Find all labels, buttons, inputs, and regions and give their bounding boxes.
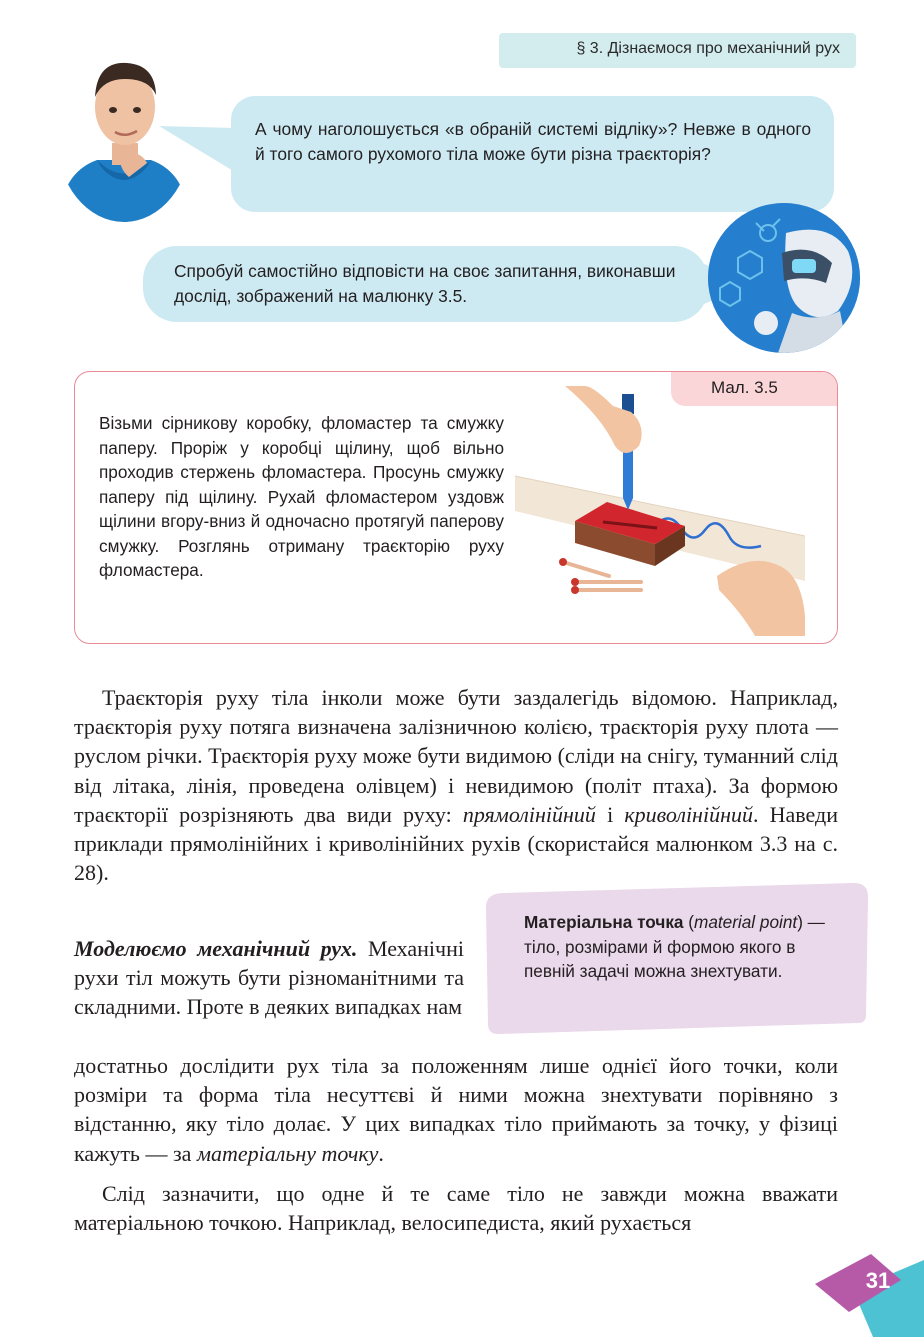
- question-bubble: [231, 96, 834, 212]
- experiment-box: [74, 371, 838, 644]
- term-rectilinear: прямолінійний: [462, 801, 596, 827]
- paragraph-modeling: [74, 934, 464, 1022]
- experiment-instructions: Візьми сірникову коробку, фломастер та смужку паперу. Проріж у коробці щілину, щоб вільно проходив стержень фломастера. Просунь смужку паперу під щілину. Рухай фломастером уздовж щілини вгору-вниз й одночасно протягуй паперову смужку. Розглянь отриману траєкторію руху фломастера.: [99, 413, 504, 580]
- figure-label-text: Мал. 3.5: [711, 378, 778, 397]
- definition-text-part: (: [683, 912, 694, 932]
- definition-text: [524, 910, 840, 984]
- answer-text: Спробуй самостійно відповісти на своє запитання, виконавши дослід, зображений на малюнку 3.5.: [174, 261, 676, 306]
- page-number: 31: [865, 1268, 891, 1293]
- paragraph-text: Механічні рухи тіл можуть бути різноманітними та складними. Проте в деяких випадках нам: [74, 936, 464, 1020]
- paragraph-heading: Моделюємо механічний рух.: [74, 936, 358, 961]
- paragraph-modeling-continued: [74, 1051, 838, 1168]
- definition-text-part: ) — тіло, розмірами й формою якого в певній задачі можна знехтувати.: [524, 912, 825, 981]
- paragraph-note: Слід зазначити, що одне й те саме тіло не завжди можна вважати матеріальною точкою. Наприклад, велосипедиста, який рухається: [74, 1181, 838, 1236]
- definition-english-term: material point: [694, 912, 798, 932]
- page-number-tab: [813, 1250, 924, 1337]
- robot-avatar: [708, 203, 860, 353]
- paragraph-trajectory: [74, 683, 838, 887]
- answer-bubble: [143, 246, 708, 322]
- definition-box: [486, 883, 868, 1034]
- paragraph-text: Траєкторія руху тіла інколи може бути заздалегідь відомою. Наприклад, траєкторія руху потяга визначена залізничною колією, траєкторія руху плота — руслом річки. Траєкторія руху може бути видимою (сліди на снігу, туманний слід від літака, лінія, проведена олівцем) і невидимою (політ птаха). За формою траєкторії розрізняють два види руху:: [74, 685, 838, 827]
- paragraph-text: достатньо дослідити рух тіла за положенням лише однієї його точки, коли розміри та форма тіла несуттєві й ними можна знехтувати порівняно з відстанню, яку тіло долає. У цих випадках тіло приймають за точку, у фізиці кажуть — за: [74, 1053, 838, 1166]
- section-title: § 3. Дізнаємося про механічний рух: [576, 40, 840, 57]
- paragraph-text: і: [595, 801, 625, 827]
- paragraph-text: . Наведи приклади прямолінійних і криволінійних рухів (скористайся малюнком 3.3 на с. 28).: [74, 801, 839, 886]
- section-header: [499, 33, 856, 68]
- bubble-pointer: [159, 124, 235, 184]
- robot-image: [708, 203, 860, 353]
- term-curvilinear: криволінійний: [624, 801, 753, 827]
- term-material-point: матеріальну точку: [196, 1140, 379, 1166]
- definition-term: Матеріальна точка: [524, 912, 684, 932]
- paragraph-text: .: [378, 1140, 384, 1166]
- question-text: А чому наголошується «в обраній системі відліку»? Невже в одного й того самого рухомого тіла може бути різна траєкторія?: [255, 119, 811, 164]
- experiment-illustration: [505, 386, 825, 636]
